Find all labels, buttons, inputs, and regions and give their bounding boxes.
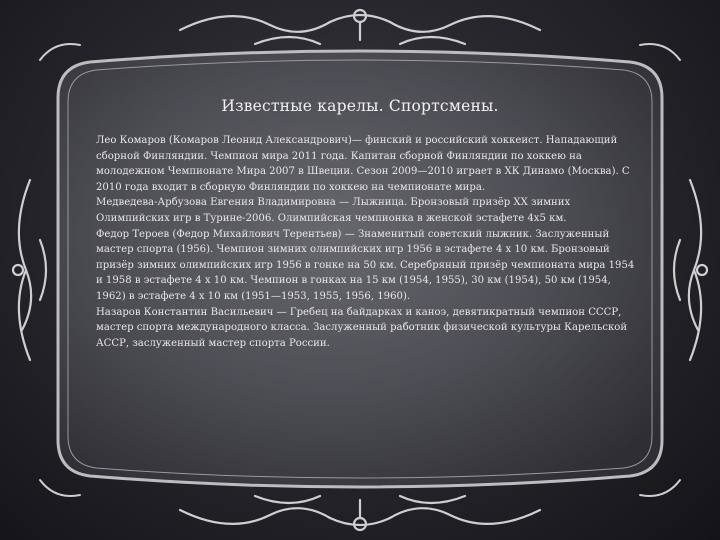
paragraph-nazarov: Назаров Константин Васильевич — Гребец на байдарках и каноэ, девятикратный чемпион СССР, мастер спорта международного класса. Заслуженный работник физической культуры Карельской АССР, заслуженный мастер спорта России. — [96, 306, 628, 349]
slide-title: Известные карелы. Спортсмены. — [221, 97, 499, 115]
slide-body — [96, 133, 636, 351]
bottom-ornament — [180, 496, 540, 530]
paragraph-komarov: Лео Комаров (Комаров Леонид Александрович)— финский и российский хоккеист. Нападающий сборной Финляндии. Чемпион мира 2011 года. Капитан сборной Финляндии по хоккею на молодежном Чемпионате Мира 2007 в Швеции. Сезон 2009—2010 играет в ХК Динамо (Москва). С 2010 года входит в сборную Финляндии по хоккею на чемпионате мира. — [96, 135, 630, 193]
paragraph-medvedeva: Медведева-Арбузова Евгения Владимировна — Лыжница. Бронзовый призёр XX зимних Олимпийских игр в Турине-2006. Олимпийская чемпионка в женской эстафете 4х5 км. — [96, 197, 571, 224]
paragraph-teroev: Федор Тероев (Федор Михайлович Терентьев) — Знаменитый советский лыжник. Заслуженный мастер спорта (1956). Чемпион зимних олимпийских игр 1956 в эстафете 4 x 10 км. Бронзовый призёр зимних олимпийских игр 1956 в гонке на 50 км. Серебряный призёр чемпионата мира 1954 и 1958 в эстафете 4 x 10 км. Чемпион в гонках на 15 км (1954, 1955), 30 км (1954), 50 км (1954, 1962) в эстафете 4 x 10 км (1951—1953, 1955, 1956, 1960). — [96, 228, 635, 302]
right-ornament — [674, 180, 707, 360]
top-ornament — [180, 10, 540, 44]
left-ornament — [13, 180, 46, 360]
